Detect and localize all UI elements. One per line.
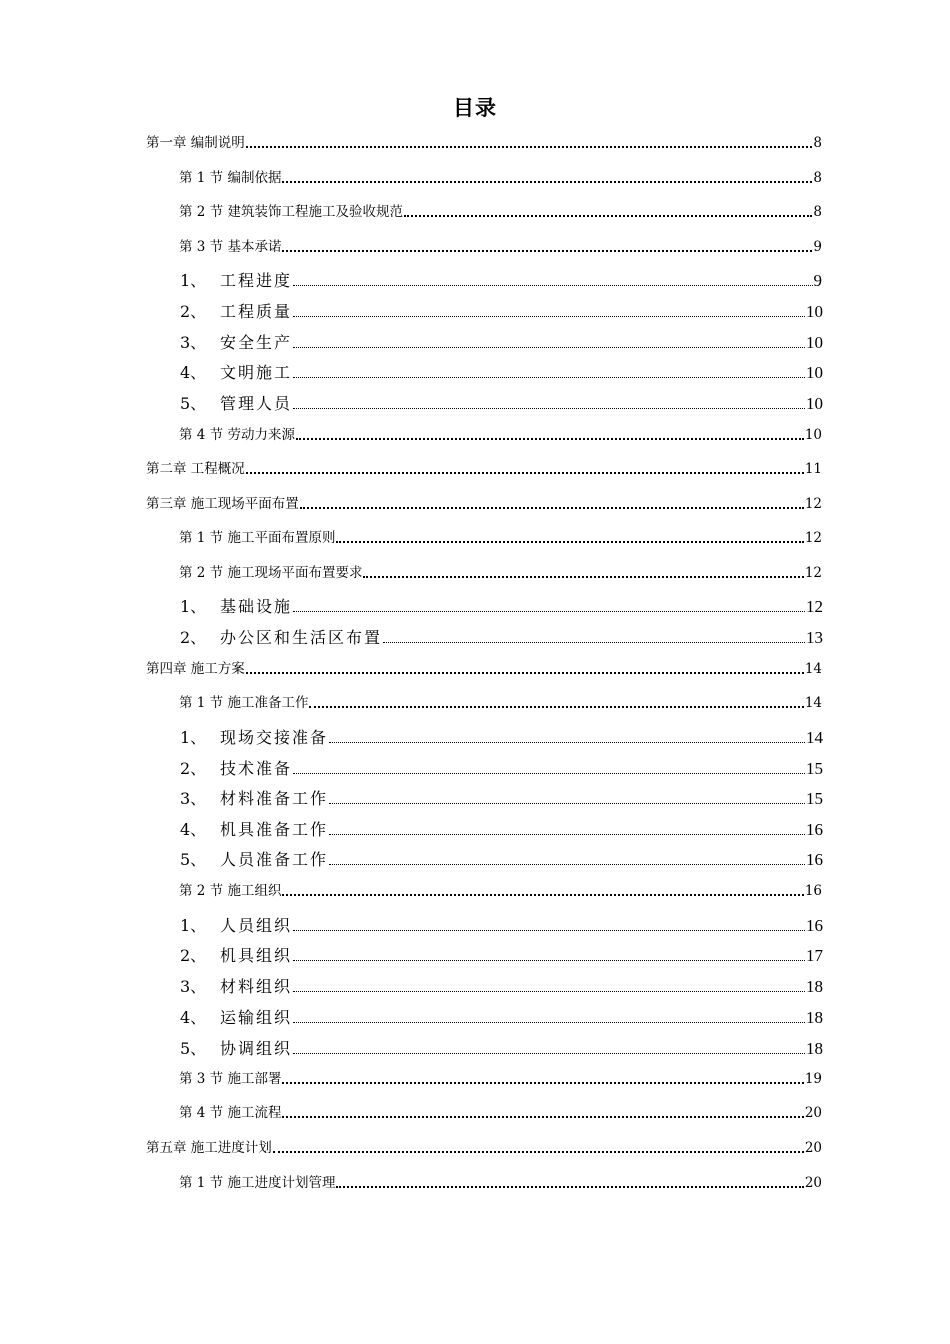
toc-item[interactable] — [180, 628, 823, 647]
toc-label: 第 3 节 基本承诺 — [179, 239, 282, 255]
toc-item-text: 运输组织 — [220, 1008, 293, 1027]
toc-item-text: 管理人员 — [220, 394, 293, 413]
toc-label: 第 1 节 施工进度计划管理 — [179, 1175, 336, 1191]
toc-leader — [336, 1186, 803, 1188]
toc-page-number: 14 — [804, 661, 822, 677]
toc-item-text: 人员组织 — [220, 916, 293, 935]
toc-leader — [282, 1082, 803, 1084]
toc-page-number: 9 — [813, 239, 822, 255]
toc-page-number: 17 — [806, 946, 823, 965]
toc-leader — [282, 1116, 803, 1118]
toc-page-number: 18 — [806, 1008, 823, 1027]
toc-label — [180, 789, 328, 808]
toc-item[interactable] — [180, 363, 823, 382]
toc-label: 第 1 节 施工平面布置原则 — [179, 530, 336, 546]
toc-page-number: 18 — [806, 1039, 823, 1058]
toc-item-text: 材料准备工作 — [220, 789, 329, 808]
toc-leader — [293, 960, 805, 961]
toc-leader — [282, 181, 812, 183]
toc-label — [180, 916, 292, 935]
toc-item-text: 材料组织 — [220, 977, 293, 996]
toc-section[interactable] — [179, 239, 822, 255]
toc-section[interactable] — [179, 883, 822, 899]
toc-item-number: 3、 — [180, 977, 207, 996]
toc-item[interactable] — [180, 271, 822, 290]
toc-label: 第二章 工程概况 — [146, 461, 245, 477]
toc-item-number: 5、 — [180, 394, 207, 413]
toc-item[interactable] — [180, 597, 823, 616]
toc-page-number: 15 — [806, 789, 823, 808]
toc-page-number: 15 — [806, 759, 823, 778]
toc-leader — [246, 146, 813, 148]
toc-leader — [329, 864, 805, 865]
toc-leader — [300, 507, 804, 509]
toc-page-number: 18 — [806, 977, 823, 996]
toc-page-number: 12 — [804, 565, 822, 581]
toc-item-number: 1、 — [180, 271, 207, 290]
toc-label: 第 1 节 编制依据 — [179, 170, 282, 186]
toc-section[interactable] — [179, 204, 822, 220]
toc-item-number: 2、 — [180, 302, 207, 321]
toc-label — [180, 394, 292, 413]
toc-page-number: 20 — [804, 1175, 822, 1191]
toc-item[interactable] — [180, 759, 823, 778]
toc-leader — [363, 576, 803, 578]
toc-leader — [293, 347, 805, 348]
toc-section[interactable] — [179, 530, 822, 546]
toc-leader — [246, 472, 804, 474]
toc-page-number: 10 — [804, 427, 822, 443]
toc-label — [180, 1039, 292, 1058]
toc-leader — [246, 672, 804, 674]
toc-page-number: 10 — [806, 333, 823, 352]
toc-label: 第 3 节 施工部署 — [179, 1071, 282, 1087]
toc-section[interactable] — [179, 565, 822, 581]
toc-label: 第 1 节 施工准备工作 — [179, 695, 309, 711]
toc-label: 第 2 节 建筑装饰工程施工及验收规范 — [179, 204, 403, 220]
toc-item-text: 工程质量 — [220, 302, 293, 321]
toc-label: 第一章 编制说明 — [146, 135, 245, 151]
toc-item-number: 1、 — [180, 597, 207, 616]
toc-item-number: 4、 — [180, 820, 207, 839]
toc-label: 第 2 节 施工组织 — [179, 883, 282, 899]
toc-item[interactable] — [180, 302, 823, 321]
toc-page-number: 13 — [806, 628, 823, 647]
toc-item-number: 5、 — [180, 1039, 207, 1058]
toc-item[interactable] — [180, 394, 823, 413]
toc-page-number: 19 — [804, 1071, 822, 1087]
toc-chapter-5[interactable] — [146, 1140, 822, 1156]
toc-item[interactable] — [180, 946, 823, 965]
toc-item[interactable] — [180, 916, 823, 935]
toc-item-text: 技术准备 — [220, 759, 293, 778]
toc-label — [180, 946, 292, 965]
toc-page-number: 14 — [806, 728, 823, 747]
toc-item-number: 4、 — [180, 363, 207, 382]
toc-chapter-1[interactable] — [146, 135, 822, 151]
toc-leader — [293, 930, 805, 931]
toc-item-number: 3、 — [180, 789, 207, 808]
toc-item-text: 工程进度 — [220, 271, 293, 290]
toc-page-number: 16 — [806, 916, 823, 935]
toc-label: 第 2 节 施工现场平面布置要求 — [179, 565, 363, 581]
toc-leader — [273, 1151, 804, 1153]
toc-chapter-4[interactable] — [146, 661, 822, 677]
toc-label — [180, 333, 292, 352]
toc-label: 第四章 施工方案 — [146, 661, 245, 677]
toc-item[interactable] — [180, 1008, 823, 1027]
toc-leader — [293, 1053, 805, 1054]
toc-page-number: 12 — [806, 597, 823, 616]
toc-item[interactable] — [180, 850, 823, 869]
toc-page-number: 14 — [804, 695, 822, 711]
toc-label: 第三章 施工现场平面布置 — [146, 496, 299, 512]
toc-label: 第五章 施工进度计划 — [146, 1140, 272, 1156]
toc-item[interactable] — [180, 977, 823, 996]
toc-page-number: 11 — [804, 461, 822, 477]
toc-item[interactable] — [180, 728, 823, 747]
toc-item-text: 机具组织 — [220, 946, 293, 965]
toc-leader — [282, 250, 812, 252]
toc-section[interactable] — [179, 695, 822, 711]
toc-item-text: 机具准备工作 — [220, 820, 329, 839]
toc-chapter-2[interactable] — [146, 461, 822, 477]
toc-leader — [293, 408, 805, 409]
toc-chapter-3[interactable] — [146, 496, 822, 512]
toc-leader — [293, 773, 805, 774]
toc-label: 第 4 节 劳动力来源 — [179, 427, 295, 443]
toc-section[interactable] — [179, 1175, 822, 1191]
toc-item[interactable] — [180, 333, 823, 352]
toc-leader — [296, 438, 804, 440]
toc-leader — [293, 991, 805, 992]
toc-section[interactable] — [179, 170, 822, 186]
toc-page-number: 20 — [804, 1140, 822, 1156]
toc-item-text: 人员准备工作 — [220, 850, 329, 869]
toc-item-text: 办公区和生活区布置 — [220, 628, 383, 647]
toc-item-text: 安全生产 — [220, 333, 293, 352]
toc-item-number: 1、 — [180, 916, 207, 935]
toc-label — [180, 820, 328, 839]
toc-label — [180, 363, 292, 382]
toc-item[interactable] — [180, 1039, 823, 1058]
toc-item[interactable] — [180, 820, 823, 839]
toc-item-text: 文明施工 — [220, 363, 293, 382]
toc-page-number: 8 — [813, 170, 822, 186]
toc-label — [180, 628, 382, 647]
toc-label — [180, 271, 292, 290]
toc-label — [180, 850, 328, 869]
toc-page-number: 16 — [806, 850, 823, 869]
toc-item-number: 3、 — [180, 333, 207, 352]
toc-leader — [293, 316, 805, 317]
toc-page-number: 12 — [804, 496, 822, 512]
toc-section[interactable] — [179, 1105, 822, 1121]
toc-leader — [293, 285, 812, 286]
toc-label — [180, 728, 328, 747]
toc-leader — [309, 706, 803, 708]
toc-page-number: 10 — [806, 302, 823, 321]
toc-item-text: 现场交接准备 — [220, 728, 329, 747]
toc-leader — [383, 642, 805, 643]
toc-leader — [293, 1022, 805, 1023]
toc-item-number: 2、 — [180, 628, 207, 647]
toc-item-number: 2、 — [180, 759, 207, 778]
toc-leader — [329, 834, 805, 835]
toc-label — [180, 1008, 292, 1027]
toc-label: 第 4 节 施工流程 — [179, 1105, 282, 1121]
toc-leader — [329, 803, 805, 804]
page-title: 目录 — [453, 96, 497, 120]
toc-page-number: 16 — [806, 820, 823, 839]
toc-leader — [336, 541, 803, 543]
toc-page-number: 8 — [813, 204, 822, 220]
toc-leader — [404, 215, 812, 217]
toc-item-text: 基础设施 — [220, 597, 293, 616]
toc-page-number: 10 — [806, 394, 823, 413]
toc-label — [180, 977, 292, 996]
toc-page-number: 10 — [806, 363, 823, 382]
toc-page-number: 12 — [804, 530, 822, 546]
toc-label — [180, 759, 292, 778]
toc-item-text: 协调组织 — [220, 1039, 293, 1058]
toc-leader — [293, 377, 805, 378]
toc-item-number: 4、 — [180, 1008, 207, 1027]
toc-page-number: 9 — [813, 271, 822, 290]
toc-leader — [329, 742, 805, 743]
toc-leader — [282, 894, 803, 896]
toc-leader — [293, 611, 805, 612]
toc-section[interactable] — [179, 427, 822, 443]
toc-section[interactable] — [179, 1071, 822, 1087]
toc-item-number: 5、 — [180, 850, 207, 869]
toc-item[interactable] — [180, 789, 823, 808]
toc-item-number: 2、 — [180, 946, 207, 965]
toc-label — [180, 302, 292, 321]
toc-page-number: 20 — [804, 1105, 822, 1121]
toc-label — [180, 597, 292, 616]
toc-item-number: 1、 — [180, 728, 207, 747]
toc-page-number: 16 — [804, 883, 822, 899]
toc-page-number: 8 — [813, 135, 822, 151]
